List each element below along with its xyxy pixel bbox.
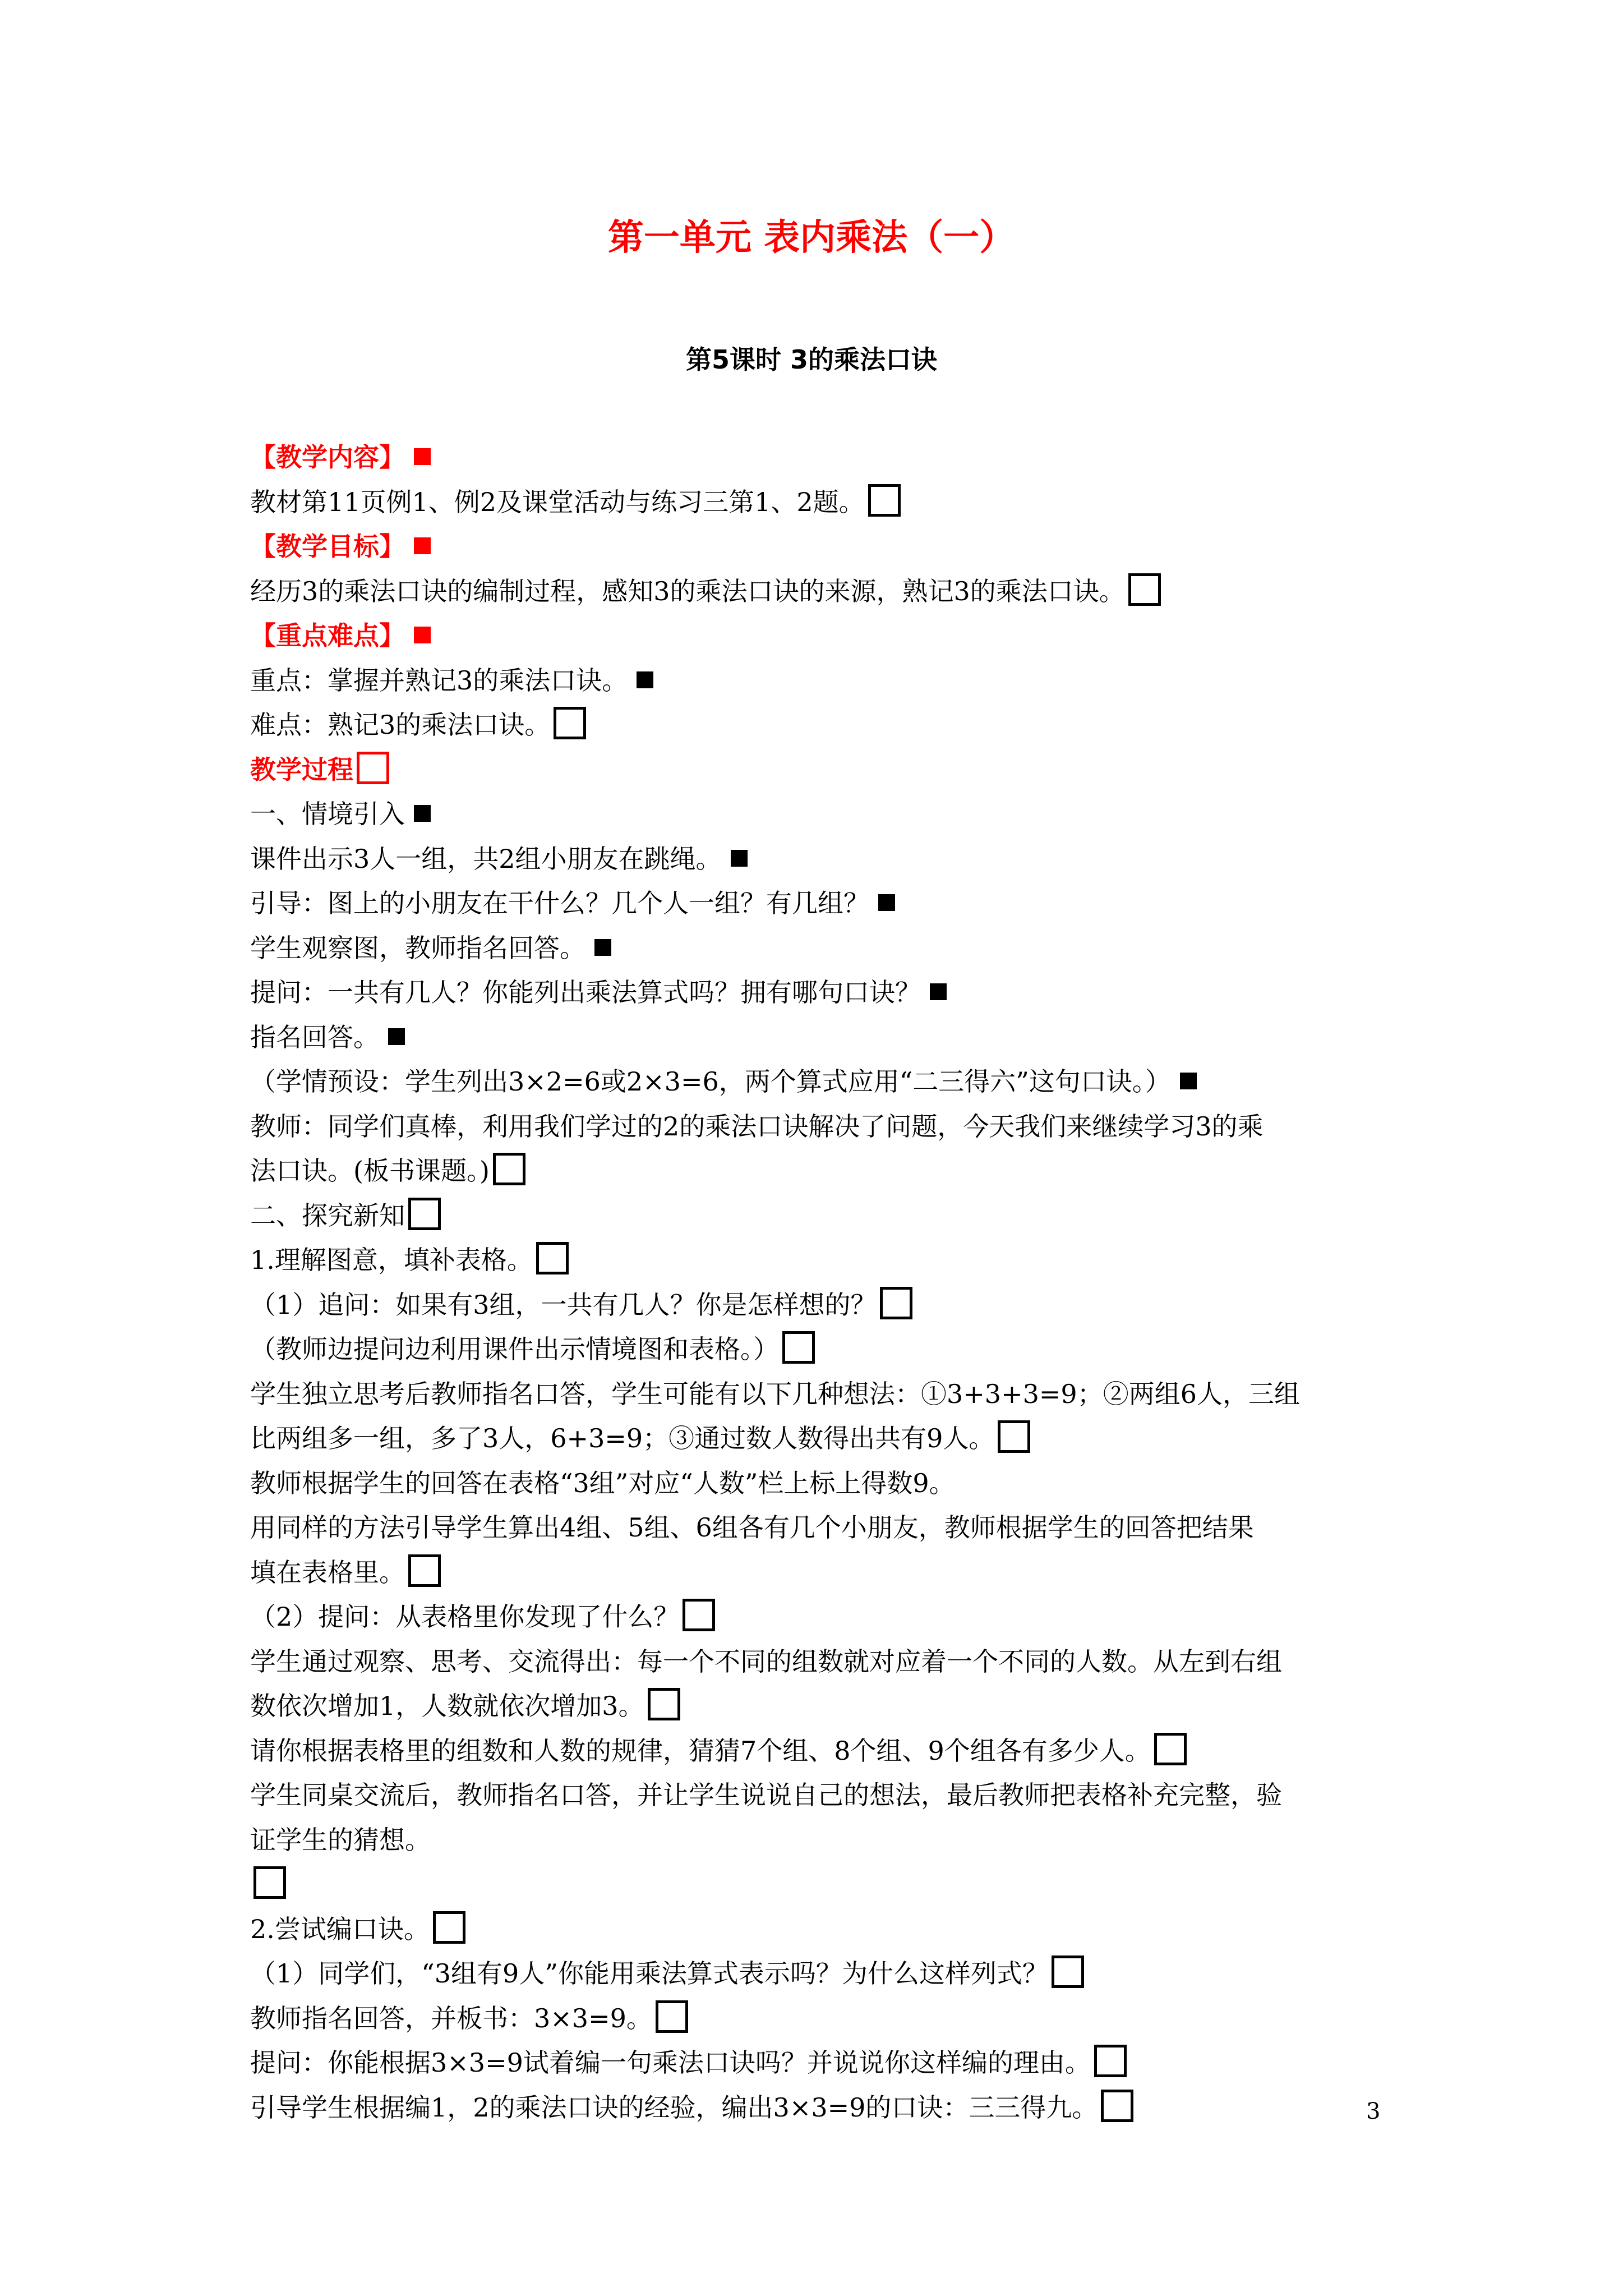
black-square-icon bbox=[594, 939, 611, 956]
text-line bbox=[250, 1862, 1405, 1907]
line-text: 经历3的乘法口诀的编制过程，感知3的乘法口诀的来源，熟记3的乘法口诀。 bbox=[250, 576, 1125, 606]
text-line bbox=[250, 1283, 1405, 1328]
text-line bbox=[250, 1729, 1405, 1774]
text-line bbox=[250, 569, 1405, 614]
empty-box-icon bbox=[1101, 2090, 1133, 2122]
line-text: 提问：你能根据3×3=9试着编一句乘法口诀吗？并说说你这样编的理由。 bbox=[250, 2047, 1091, 2078]
text-line bbox=[250, 1818, 1405, 1863]
text-line bbox=[250, 1952, 1405, 1996]
unit-title: 第一单元 表内乘法（一） bbox=[607, 217, 1016, 259]
empty-box-icon bbox=[253, 1866, 286, 1899]
red-square-icon bbox=[414, 627, 431, 643]
text-line bbox=[250, 1461, 1405, 1506]
text-line bbox=[250, 1105, 1405, 1149]
line-text: 教师指名回答，并板书：3×3=9。 bbox=[250, 2003, 652, 2033]
text-line bbox=[250, 792, 1405, 837]
empty-box-icon bbox=[880, 1287, 912, 1319]
text-line bbox=[250, 1238, 1405, 1283]
section-heading: 教学过程 bbox=[250, 754, 353, 785]
lesson-title: 第5课时 3的乘法口诀 bbox=[685, 344, 938, 375]
line-text: 学生通过观察、思考、交流得出：每一个不同的组数就对应着一个不同的人数。从左到右组 bbox=[250, 1646, 1282, 1677]
line-text: 学生独立思考后教师指名口答，学生可能有以下几种想法：①3+3+3=9；②两组6人，三组 bbox=[250, 1378, 1300, 1409]
text-line bbox=[250, 881, 1405, 926]
text-line bbox=[250, 1149, 1405, 1194]
line-text: （1）同学们，“3组有9人”你能用乘法算式表示吗？为什么这样列式？ bbox=[250, 1958, 1048, 1989]
text-line bbox=[250, 2041, 1405, 2086]
text-line bbox=[250, 1996, 1405, 2041]
text-line bbox=[250, 1194, 1405, 1239]
empty-box-icon bbox=[493, 1153, 525, 1185]
red-square-icon bbox=[414, 448, 431, 465]
line-text: 2.尝试编口诀。 bbox=[250, 1913, 430, 1944]
text-line bbox=[250, 1015, 1405, 1060]
empty-box-icon bbox=[433, 1911, 465, 1944]
section-heading: 【教学目标】 bbox=[250, 531, 405, 562]
red-square-icon bbox=[414, 537, 431, 554]
text-line bbox=[250, 480, 1405, 525]
text-line bbox=[250, 659, 1405, 703]
text-line bbox=[250, 1416, 1405, 1461]
black-square-icon bbox=[731, 850, 748, 867]
line-text: 重点：掌握并熟记3的乘法口诀。 bbox=[250, 665, 628, 696]
line-text: （学情预设：学生列出3×2=6或2×3=6，两个算式应用“二三得六”这句口诀。） bbox=[250, 1066, 1171, 1097]
empty-box-icon bbox=[1094, 2045, 1127, 2077]
line-text: 法口诀。(板书课题。) bbox=[250, 1156, 490, 1186]
empty-box-icon bbox=[1154, 1733, 1187, 1765]
text-line bbox=[250, 703, 1405, 748]
empty-box-icon bbox=[408, 1554, 441, 1587]
empty-box-icon bbox=[536, 1242, 569, 1274]
text-line bbox=[250, 1640, 1405, 1685]
empty-box-icon bbox=[868, 484, 901, 517]
line-text: 1.理解图意，填补表格。 bbox=[250, 1245, 533, 1275]
text-line bbox=[250, 1060, 1405, 1105]
text-line bbox=[250, 837, 1405, 882]
line-text: 引导：图上的小朋友在干什么？几个人一组？有几组？ bbox=[250, 888, 869, 918]
lesson-body bbox=[250, 435, 1405, 2130]
text-line bbox=[250, 1327, 1405, 1372]
text-line bbox=[250, 1550, 1405, 1595]
black-square-icon bbox=[930, 983, 947, 1000]
text-line bbox=[250, 970, 1405, 1015]
line-text: （1）追问：如果有3组，一共有几人？你是怎样想的？ bbox=[250, 1289, 877, 1320]
text-line bbox=[250, 1506, 1405, 1550]
line-text: 填在表格里。 bbox=[250, 1557, 405, 1588]
text-line bbox=[250, 926, 1405, 971]
empty-box-icon bbox=[1128, 573, 1161, 606]
empty-box-icon bbox=[683, 1599, 715, 1631]
black-square-icon bbox=[637, 671, 653, 688]
section-heading: 【教学内容】 bbox=[250, 442, 405, 472]
line-text: （教师边提问边利用课件出示情境图和表格。） bbox=[250, 1334, 779, 1364]
line-text: 学生同桌交流后，教师指名口答，并让学生说说自己的想法，最后教师把表格补充完整，验 bbox=[250, 1780, 1282, 1810]
line-text: 比两组多一组，多了3人，6+3=9；③通过数人数得出共有9人。 bbox=[250, 1423, 995, 1453]
text-line bbox=[250, 1372, 1405, 1417]
line-text: 学生观察图，教师指名回答。 bbox=[250, 932, 585, 963]
text-line bbox=[250, 1595, 1405, 1640]
line-text: 教师：同学们真棒，利用我们学过的2的乘法口诀解决了问题，今天我们来继续学习3的乘 bbox=[250, 1111, 1264, 1142]
text-line bbox=[250, 614, 1405, 659]
line-text: 教材第11页例1、例2及课堂活动与练习三第1、2题。 bbox=[250, 486, 865, 517]
line-text: 指名回答。 bbox=[250, 1022, 379, 1052]
empty-box-icon bbox=[408, 1198, 441, 1230]
line-text: 请你根据表格里的组数和人数的规律，猜猜7个组、8个组、9个组各有多少人。 bbox=[250, 1735, 1151, 1766]
empty-box-icon bbox=[554, 707, 586, 739]
empty-box-icon bbox=[648, 1688, 680, 1720]
page-number: 3 bbox=[1366, 2099, 1381, 2124]
line-text: 证学生的猜想。 bbox=[250, 1824, 431, 1855]
line-text: 二、探究新知 bbox=[250, 1200, 405, 1231]
text-line bbox=[250, 1907, 1405, 1952]
text-line bbox=[250, 1773, 1405, 1818]
line-text: （2）提问：从表格里你发现了什么？ bbox=[250, 1602, 680, 1632]
line-text: 数依次增加1，人数就依次增加3。 bbox=[250, 1691, 644, 1721]
text-line bbox=[250, 2086, 1405, 2131]
empty-box-icon bbox=[656, 2000, 688, 2033]
line-text: 一、情境引入 bbox=[250, 799, 405, 829]
line-text: 课件出示3人一组，共2组小朋友在跳绳。 bbox=[250, 843, 722, 874]
line-text: 引导学生根据编1，2的乘法口诀的经验，编出3×3=9的口诀：三三得九。 bbox=[250, 2092, 1098, 2123]
text-line bbox=[250, 435, 1405, 480]
text-line bbox=[250, 524, 1405, 569]
line-text: 教师根据学生的回答在表格“3组”对应“人数”栏上标上得数9。 bbox=[250, 1467, 955, 1498]
black-square-icon bbox=[388, 1028, 405, 1045]
black-square-icon bbox=[878, 894, 895, 911]
black-square-icon bbox=[414, 805, 431, 822]
empty-box-icon bbox=[1052, 1955, 1084, 1988]
empty-box-icon bbox=[782, 1331, 815, 1364]
text-line bbox=[250, 1684, 1405, 1729]
line-text: 难点：熟记3的乘法口诀。 bbox=[250, 710, 551, 740]
line-text: 用同样的方法引导学生算出4组、5组、6组各有几个小朋友，教师根据学生的回答把结果 bbox=[250, 1512, 1254, 1543]
section-heading: 【重点难点】 bbox=[250, 620, 405, 651]
text-line bbox=[250, 748, 1405, 793]
empty-box-icon bbox=[998, 1420, 1030, 1453]
red-box-icon bbox=[357, 752, 389, 784]
line-text: 提问：一共有几人？你能列出乘法算式吗？拥有哪句口诀？ bbox=[250, 977, 921, 1007]
black-square-icon bbox=[1180, 1073, 1197, 1089]
